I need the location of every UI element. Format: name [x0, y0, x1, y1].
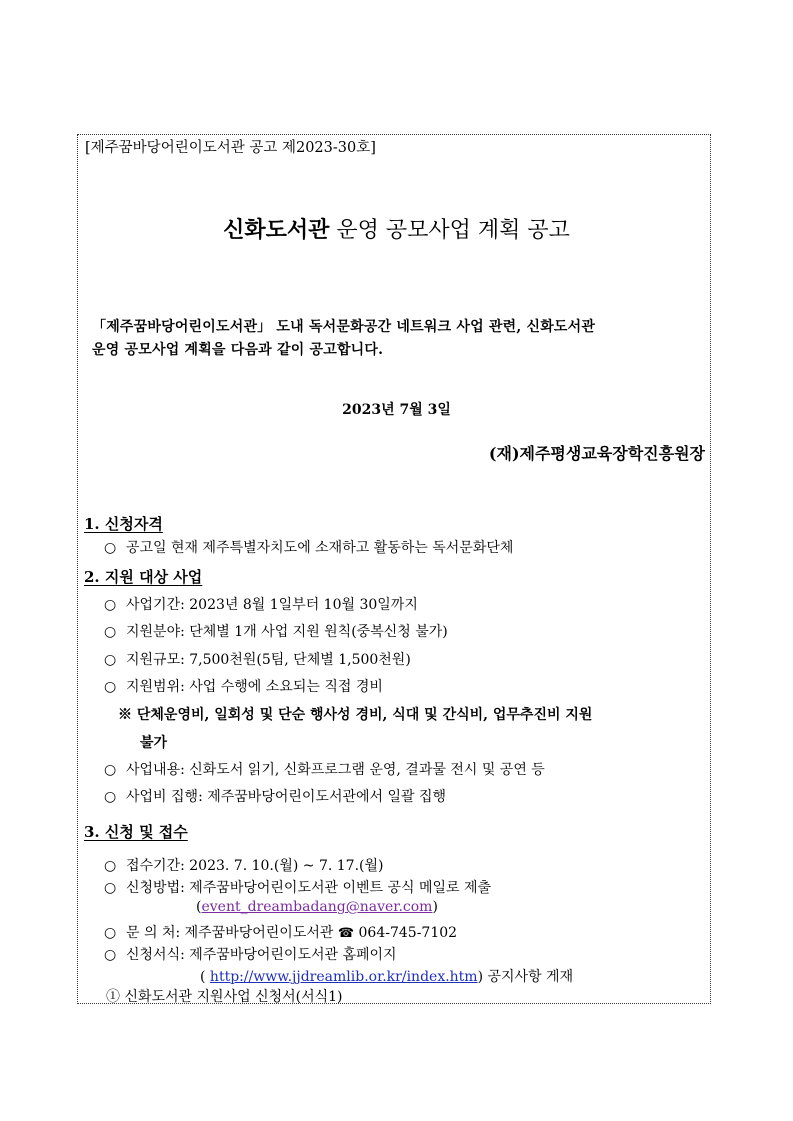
- exclusion-note-line-1: ※ 단체운영비, 일회성 및 단순 행사성 경비, 식대 및 간식비, 업무추진비 지원: [118, 707, 593, 723]
- list-item: ○ 사업비 집행: 제주꿈바당어린이도서관에서 일괄 집행: [104, 789, 447, 805]
- notice-number: [제주꿈바당어린이도서관 공고 제2023-30호]: [85, 140, 376, 156]
- homepage-link[interactable]: http://www.jjdreamlib.or.kr/index.htm: [209, 969, 478, 985]
- url-line: ( http://www.jjdreamlib.or.kr/index.htm) 공지사항 게재: [200, 969, 574, 985]
- email-line: (event_dreambadang@naver.com): [196, 899, 438, 915]
- title-rest: 운영 공모사업 계획 공고: [329, 218, 570, 243]
- list-item: ○ 사업기간: 2023년 8월 1일부터 10월 30일까지: [104, 597, 418, 613]
- list-item: ○ 접수기간: 2023. 7. 10.(월) ~ 7. 17.(월): [104, 858, 384, 874]
- section-1-heading: 1. 신청자격: [84, 515, 163, 533]
- list-item: ○ 신청방법: 제주꿈바당어린이도서관 이벤트 공식 메일로 제출: [104, 880, 492, 896]
- exclusion-note-line-2: 불가: [140, 735, 168, 751]
- notice-date: 2023년 7월 3일: [342, 402, 451, 418]
- section-3-heading: 3. 신청 및 접수: [84, 823, 188, 841]
- phone-icon: ☎: [337, 926, 355, 941]
- section-2-heading: 2. 지원 대상 사업: [84, 568, 203, 586]
- intro-line-1: 「제주꿈바당어린이도서관」 도내 독서문화공간 네트워크 사업 관련, 신화도서관: [92, 319, 596, 335]
- intro-line-2: 운영 공모사업 계획을 다음과 같이 공고합니다.: [92, 342, 384, 358]
- list-item: ○ 사업내용: 신화도서 읽기, 신화프로그램 운영, 결과물 전시 및 공연 등: [104, 762, 545, 778]
- contact-phone: 064-745-7102: [358, 925, 458, 941]
- issuer-name: (재)제주평생교육장학진흥원장: [488, 444, 705, 463]
- page-title: [0, 213, 793, 244]
- list-item: ○ 문 의 처: 제주꿈바당어린이도서관 ☎ 064-745-7102: [104, 925, 458, 941]
- list-item: ○ 지원범위: 사업 수행에 소요되는 직접 경비: [104, 679, 383, 695]
- form-item: ① 신화도서관 지원사업 신청서(서식1): [106, 989, 343, 1005]
- list-item: ○ 지원규모: 7,500천원(5팀, 단체별 1,500천원): [104, 652, 411, 668]
- list-item: ○ 지원분야: 단체별 1개 사업 지원 원칙(중복신청 불가): [104, 624, 448, 640]
- list-item: ○ 공고일 현재 제주특별자치도에 소재하고 활동하는 독서문화단체: [104, 540, 514, 556]
- title-bold: 신화도서관: [223, 218, 330, 243]
- list-item: ○ 신청서식: 제주꿈바당어린이도서관 홈페이지: [104, 947, 397, 963]
- email-link[interactable]: event_dreambadang@naver.com: [201, 899, 433, 915]
